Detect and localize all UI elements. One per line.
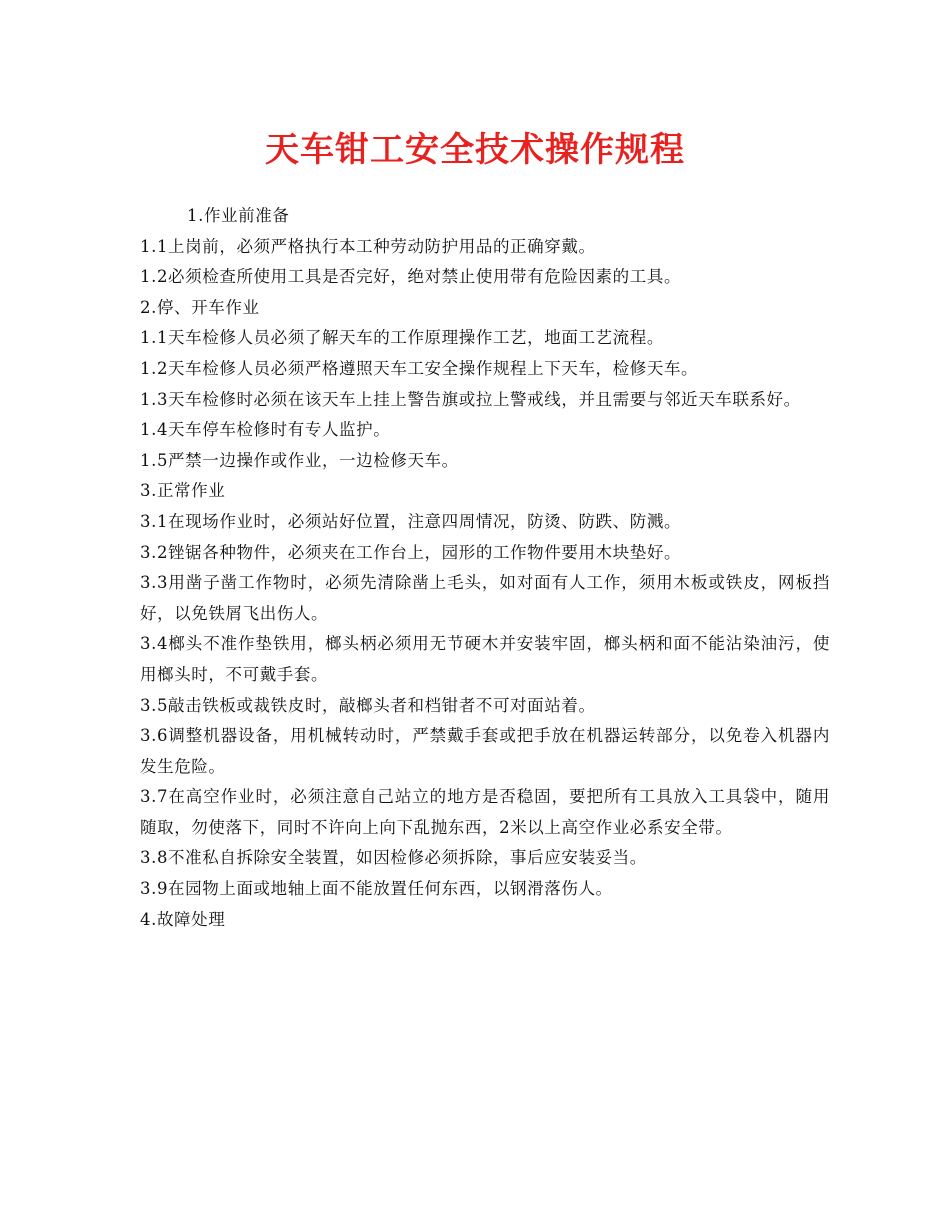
paragraph: 1.1上岗前，必须严格执行本工种劳动防护用品的正确穿戴。 — [140, 236, 596, 256]
paragraph: 1.4天车停车检修时有专人监护。 — [140, 420, 391, 440]
paragraph: 3.9在园物上面或地轴上面不能放置任何东西，以钢滑落伤人。 — [140, 879, 613, 899]
paragraph: 1.5严禁一边操作或作业，一边检修天车。 — [140, 450, 459, 470]
section-heading: 2.停、开车作业 — [140, 297, 260, 317]
document-title: 天车钳工安全技术操作规程 — [265, 130, 685, 170]
paragraph: 1.2必须检查所使用工具是否完好，绝对禁止使用带有危险因素的工具。 — [140, 267, 682, 287]
paragraph: 3.1在现场作业时，必须站好位置，注意四周情况，防烫、防跌、防溅。 — [140, 511, 682, 531]
paragraph: 3.4榔头不准作垫铁用，榔头柄必须用无节硬木并安装牢固，榔头柄和面不能沾染油污，使用榔头时，不可戴手套。 — [140, 634, 830, 684]
paragraph: 3.6调整机器设备，用机械转动时，严禁戴手套或把手放在机器运转部分，以免卷入机器内发生危险。 — [140, 726, 830, 776]
paragraph: 3.2锉锯各种物件，必须夹在工作台上，园形的工作物件要用木块垫好。 — [140, 542, 682, 562]
section-heading: 1.作业前准备 — [187, 206, 290, 225]
section-heading: 3.正常作业 — [140, 481, 226, 501]
section-heading: 4.故障处理 — [140, 909, 226, 929]
paragraph: 1.1天车检修人员必须了解天车的工作原理操作工艺，地面工艺流程。 — [140, 328, 664, 348]
paragraph: 3.7在高空作业时，必须注意自己站立的地方是否稳固，要把所有工具放入工具袋中，随用随取，勿使落下，同时不许向上向下乱抛东西，2米以上高空作业必系安全带。 — [140, 787, 830, 837]
paragraph: 3.3用凿子凿工作物时，必须先清除凿上毛头，如对面有人工作，须用木板或铁皮，网板挡好，以免铁屑飞出伤人。 — [140, 573, 830, 623]
paragraph: 3.5敲击铁板或裁铁皮时，敲榔头者和档钳者不可对面站着。 — [140, 695, 596, 715]
document-body — [140, 201, 830, 935]
paragraph: 3.8不准私自拆除安全装置，如因检修必须拆除，事后应安装妥当。 — [140, 848, 647, 868]
paragraph: 1.3天车检修时必须在该天车上挂上警告旗或拉上警戒线，并且需要与邻近天车联系好。 — [140, 389, 801, 409]
paragraph: 1.2天车检修人员必须严格遵照天车工安全操作规程上下天车，检修天车。 — [140, 358, 699, 378]
